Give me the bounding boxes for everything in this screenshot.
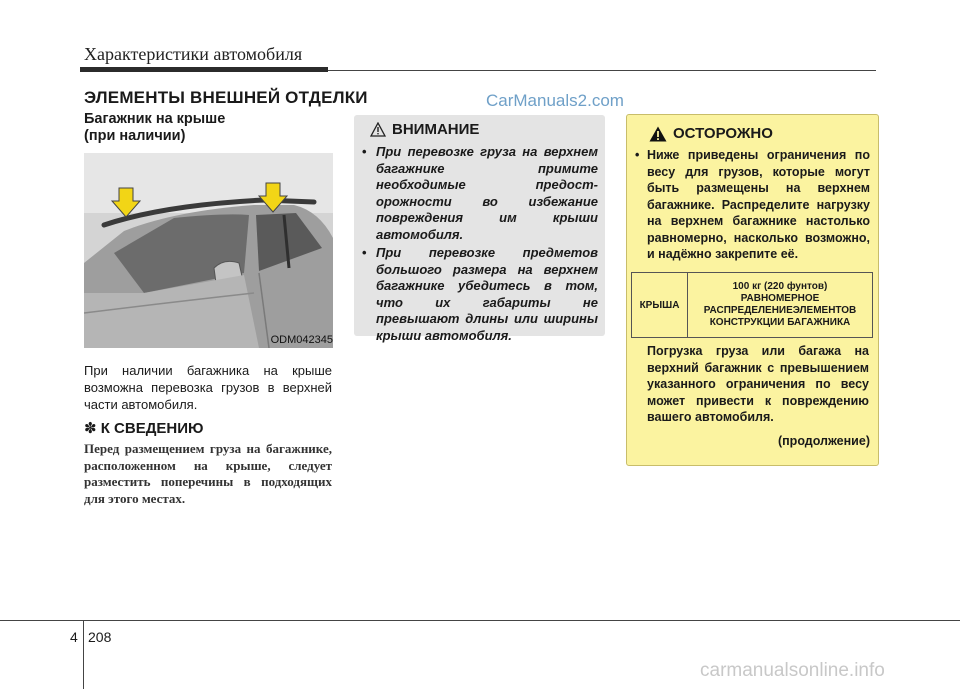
caution-continued: (продолжение): [777, 434, 870, 448]
page-number: 208: [88, 629, 112, 645]
footer-divider: [83, 620, 84, 689]
load-table-line: КОНСТРУКЦИИ БАГАЖНИКА: [709, 317, 851, 328]
caution-text-2: Погрузка груза или багажа на верхний багажник с превышением указанного ограничения по весу может привести к повреждению вашего автомобиля.: [647, 344, 869, 424]
caution-list: [635, 147, 870, 263]
caution-box: [626, 114, 879, 466]
header-title: Характеристики автомобиля: [84, 44, 303, 64]
warning-triangle-outline-icon: [370, 122, 386, 137]
attention-title: ВНИМАНИЕ: [392, 121, 480, 138]
load-table-line: 100 кг (220 фунтов): [732, 281, 828, 292]
notice-text: Перед размещением груза на багажнике, расположенном на крыше, следует разместить поперечины в подходящих для этого местах.: [84, 441, 332, 506]
roof-rack-photo: [84, 153, 333, 348]
load-table-value: [688, 273, 872, 337]
attention-header: [370, 121, 479, 138]
page-chapter: 4: [70, 629, 78, 645]
section-title: ЭЛЕМЕНТЫ ВНЕШНЕЙ ОТДЕЛКИ: [84, 88, 368, 107]
photo-code: ODM042345: [270, 334, 333, 346]
attention-list: [362, 144, 598, 346]
load-table-label: КРЫША: [632, 273, 688, 337]
attention-item: • При перевозке предметов большого размера на верхнем багажнике убедитесь в том, что их габариты не превышают длины или ширины крыши автомобиля.: [362, 245, 598, 344]
roof-rack-body: При наличии багажника на крыше возможна перевозка грузов в верхней части автомобиля.: [84, 363, 332, 412]
attention-item: • При перевозке груза на верхнем багажнике примите необходимые предост-орожности во избежание повреждения им крыши автомобиля.: [362, 144, 598, 243]
watermark-top: CarManuals2.com: [486, 91, 624, 110]
header-rule-thin: [328, 70, 876, 71]
caution-title: ОСТОРОЖНО: [673, 125, 773, 142]
load-table-line: РАВНОМЕРНОЕ: [740, 293, 820, 304]
notice-title: ✽ К СВЕДЕНИЮ: [84, 420, 204, 437]
load-table-line: РАСПРЕДЕЛЕНИЕЭЛЕМЕНТОВ: [703, 305, 857, 316]
header-rule-thick: [80, 67, 328, 72]
attention-box: [354, 115, 605, 343]
watermark-bottom: carmanualsonline.info: [700, 660, 885, 681]
roof-rack-title-line1: Багажник на крыше: [84, 111, 226, 127]
load-limit-table: [631, 272, 873, 338]
footer-rule: [0, 620, 960, 621]
caution-item: • Ниже приведены ограничения по весу для грузов, которые могут быть размещены на верхнем багажнике. Распределите нагрузку на верхнем багажнике настолько равномерно, насколько возможно, и надёжно закрепите её.: [635, 147, 870, 263]
caution-header: [649, 125, 773, 142]
roof-rack-title-line2: (при наличии): [84, 128, 186, 144]
roof-rack-title: [84, 111, 334, 145]
warning-triangle-filled-icon: [649, 126, 667, 142]
